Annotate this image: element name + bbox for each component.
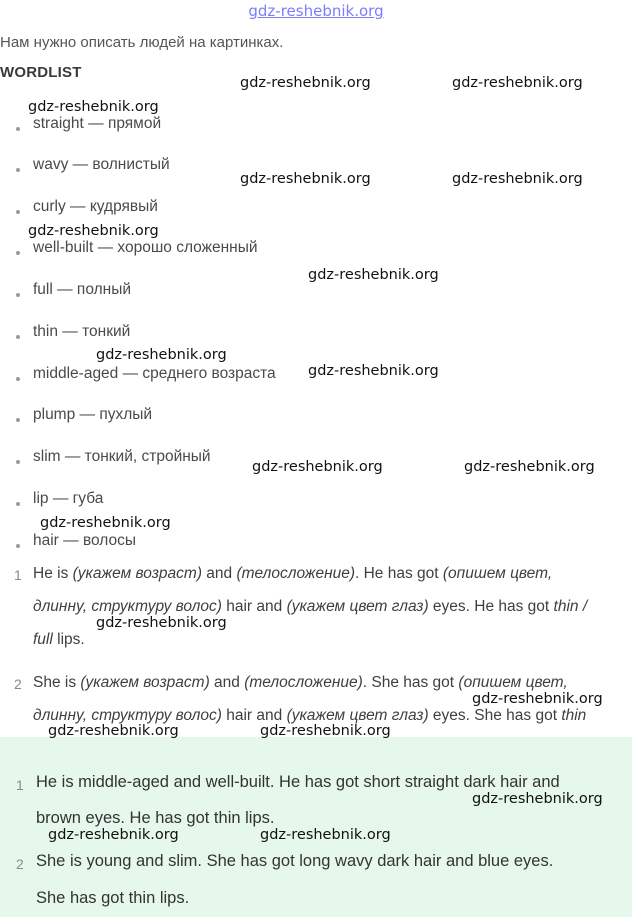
wordlist-item: lip — губа — [33, 490, 104, 507]
watermark: gdz-reshebnik.org — [28, 99, 159, 115]
bullet-icon — [16, 418, 20, 422]
watermark: gdz-reshebnik.org — [240, 75, 371, 91]
task-placeholder-text: (укажем возраст) — [80, 674, 210, 691]
task-placeholder-text: thin / — [553, 598, 588, 615]
task-text: . She has got — [362, 674, 459, 691]
watermark: gdz-reshebnik.org — [96, 347, 227, 363]
wordlist-title: WORDLIST — [0, 64, 82, 81]
bullet-icon — [16, 293, 20, 297]
watermark: gdz-reshebnik.org — [452, 171, 583, 187]
watermark: gdz-reshebnik.org — [308, 267, 439, 283]
answer-line: He is middle-aged and well-built. He has got short straight dark hair and — [36, 773, 560, 791]
answer-line: brown eyes. He has got thin lips. — [36, 809, 275, 827]
watermark: gdz-reshebnik.org — [252, 459, 383, 475]
task-placeholder-text: (опишем цвет, — [458, 674, 568, 691]
bullet-icon — [16, 168, 20, 172]
task-text: She is — [33, 674, 81, 691]
watermark: gdz-reshebnik.org — [240, 171, 371, 187]
task-placeholder-text: длинну, структуру волос) — [33, 707, 222, 724]
wordlist-item: wavy — волнистый — [33, 156, 170, 173]
task-placeholder-text: (телосложение) — [244, 674, 363, 691]
bullet-icon — [16, 210, 20, 214]
watermark: gdz-reshebnik.org — [464, 459, 595, 475]
wordlist-item: plump — пухлый — [33, 406, 153, 423]
wordlist-item: thin — тонкий — [33, 323, 131, 340]
task-text: He is — [33, 565, 73, 582]
task-text: eyes. He has got — [428, 598, 554, 615]
task-line — [33, 674, 568, 692]
task-line — [33, 631, 85, 649]
bullet-icon — [16, 251, 20, 255]
bullet-icon — [16, 377, 20, 381]
watermark: gdz-reshebnik.org — [472, 791, 603, 807]
watermark: gdz-reshebnik.org — [96, 615, 227, 631]
watermark: gdz-reshebnik.org — [260, 827, 391, 843]
bullet-icon — [16, 335, 20, 339]
wordlist-item: curly — кудрявый — [33, 198, 158, 215]
task-text: hair and — [221, 707, 287, 724]
task-text: hair and — [221, 598, 287, 615]
task-placeholder-text: (укажем возраст) — [72, 565, 202, 582]
watermark: gdz-reshebnik.org — [48, 827, 179, 843]
wordlist-item: middle-aged — среднего возраста — [33, 365, 276, 382]
wordlist-item: slim — тонкий, стройный — [33, 448, 211, 465]
intro-text: Нам нужно описать людей на картинках. — [0, 34, 284, 51]
task-placeholder-text: длинну, структуру волос) — [33, 598, 222, 615]
watermark: gdz-reshebnik.org — [48, 723, 179, 739]
bullet-icon — [16, 127, 20, 131]
task-text: lips. — [52, 631, 85, 648]
task-number: 2 — [14, 676, 22, 692]
task-text: eyes. She has got — [428, 707, 562, 724]
bullet-icon — [16, 502, 20, 506]
wordlist-item: full — полный — [33, 281, 132, 298]
task-placeholder-text: (телосложение) — [236, 565, 355, 582]
watermark: gdz-reshebnik.org — [260, 723, 391, 739]
answer-number: 2 — [16, 856, 24, 872]
watermark: gdz-reshebnik.org — [472, 691, 603, 707]
task-text: and — [209, 674, 245, 691]
wordlist-item: hair — волосы — [33, 532, 137, 549]
task-placeholder-text: full — [33, 631, 53, 648]
watermark: gdz-reshebnik.org — [452, 75, 583, 91]
task-line — [33, 598, 587, 616]
bullet-icon — [16, 544, 20, 548]
task-number: 1 — [14, 567, 22, 583]
header-link[interactable]: gdz-reshebnik.org — [248, 2, 384, 20]
answer-number: 1 — [16, 777, 24, 793]
task-text: and — [201, 565, 237, 582]
wordlist-item: straight — прямой — [33, 115, 162, 132]
task-placeholder-text: (укажем цвет глаз) — [286, 707, 429, 724]
answer-line: She is young and slim. She has got long wavy dark hair and blue eyes. — [36, 852, 554, 870]
bullet-icon — [16, 460, 20, 464]
task-placeholder-text: thin — [561, 707, 587, 724]
watermark: gdz-reshebnik.org — [28, 223, 159, 239]
task-line — [33, 565, 552, 583]
wordlist-item: well-built — хорошо сложенный — [33, 239, 258, 256]
task-text: . He has got — [355, 565, 443, 582]
task-placeholder-text: (укажем цвет глаз) — [286, 598, 429, 615]
answer-line: She has got thin lips. — [36, 889, 190, 907]
task-placeholder-text: (опишем цвет, — [442, 565, 553, 582]
watermark: gdz-reshebnik.org — [308, 363, 439, 379]
watermark: gdz-reshebnik.org — [40, 515, 171, 531]
